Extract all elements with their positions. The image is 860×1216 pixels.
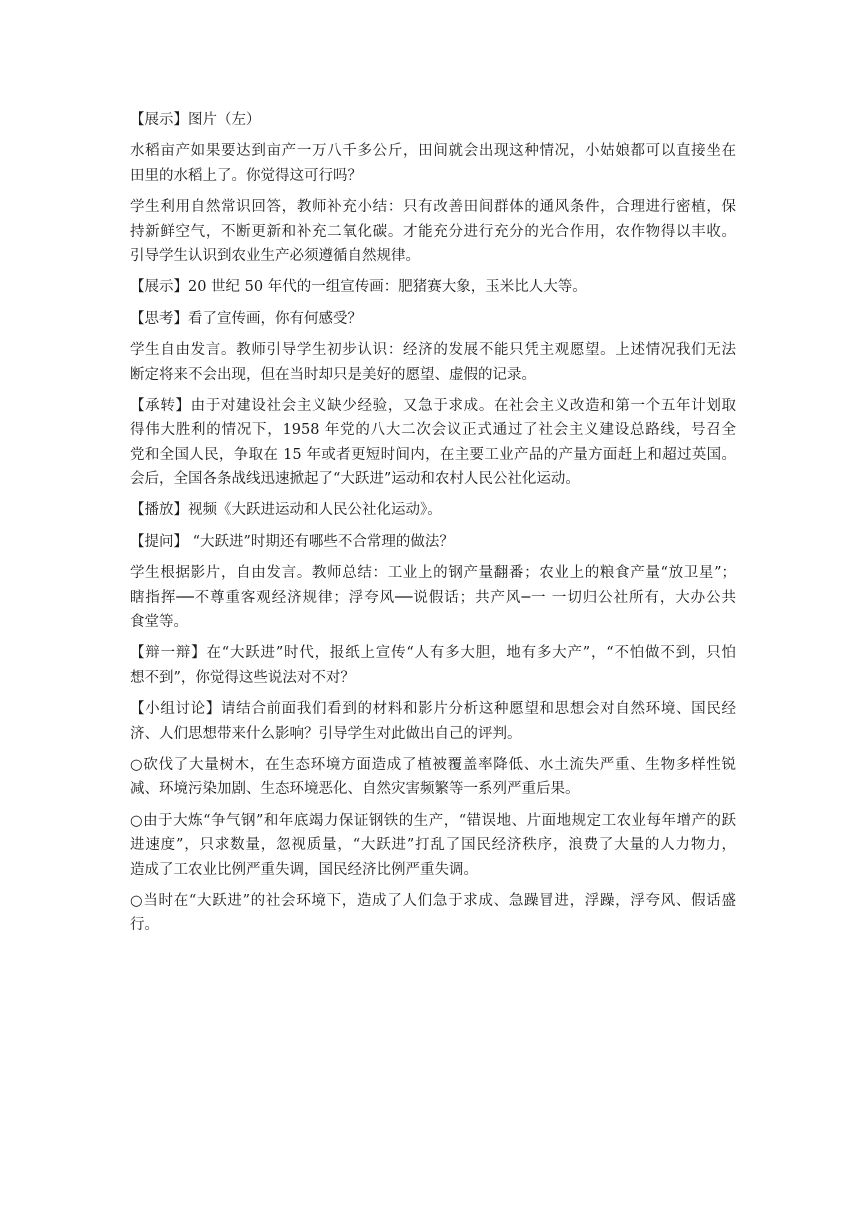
paragraph-line: 断定将来不会出现，但在当时却只是美好的愿望、虚假的记录。 <box>130 366 536 383</box>
paragraph-show-picture <box>130 108 736 132</box>
paragraph-line: 田里的水稻上了。你觉得这可行吗？ <box>130 167 362 184</box>
paragraph-rice-yield <box>130 139 736 188</box>
paragraph-line: 引导学生认识到农业生产必须遵循自然规律。 <box>130 247 420 264</box>
paragraph-line: 【小组讨论】请结合前面我们看到的材料和影片分析这种愿望和思想会对自然环境、国民经 <box>130 701 736 718</box>
paragraph-free-speech <box>130 338 736 387</box>
paragraph-teacher-summary <box>130 195 736 268</box>
paragraph-line: 会后，全国各条战线迅速掀起了“大跃进”运动和农村人民公社化运动。 <box>130 471 580 488</box>
paragraph-group-discussion <box>130 697 736 746</box>
paragraph-line: 水稻亩产如果要达到亩产一万八千多公斤，田间就会出现这种情况，小姑娘都可以直接坐在 <box>130 143 736 160</box>
paragraph-line: 造成了工农业比例严重失调，国民经济比例严重失调。 <box>130 861 478 878</box>
paragraph-line: 食堂等。 <box>130 614 188 631</box>
paragraph-line: 持新鲜空气，不断更新和补充二氧化碳。才能充分进行充分的光合作用，农作物得以丰收。 <box>130 223 736 240</box>
paragraph-line: 减、环境污染加剧、生态环境恶化、自然灾害频繁等一系列严重后果。 <box>130 781 580 798</box>
paragraph-line: ○由于大炼“争气钢”和年底竭力保证钢铁的生产，“错误地、片面地规定工农业每年增产的跃 <box>130 812 736 829</box>
bullet-item-ecology <box>130 753 736 802</box>
paragraph-line: 【承转】由于对建设社会主义缺少经验，又急于求成。在社会主义改造和第一个五年计划取 <box>130 397 736 414</box>
paragraph-think <box>130 307 736 331</box>
paragraph-line: ○砍伐了大量树木，在生态环境方面造成了植被覆盖率降低、水土流失严重、生物多样性锐 <box>130 756 736 773</box>
paragraph-line: 【辩一辩】在“大跃进”时代，报纸上宣传“人有多大胆，地有多大产”，“不怕做不到，只怕 <box>130 645 736 662</box>
paragraph-line: ○当时在“大跃进”的社会环境下，造成了人们急于求成、急躁冒进，浮躁，浮夸风、假话盛 <box>130 892 736 909</box>
paragraph-line: 瞎指挥──不尊重客观经济规律；浮夸风──说假话；共产风─一 一切归公社所有，大办公共 <box>130 589 736 606</box>
paragraph-teacher-conclusion <box>130 561 736 634</box>
paragraph-line: 【展示】图片（左） <box>130 112 261 128</box>
bullet-item-economy <box>130 809 736 882</box>
paragraph-line: 学生自由发言。教师引导学生初步认识：经济的发展不能只凭主观愿望。上述情况我们无法 <box>130 342 736 359</box>
paragraph-line: 行。 <box>130 917 159 934</box>
paragraph-line: 学生利用自然常识回答，教师补充小结：只有改善田间群体的通风条件，合理进行密植，保 <box>130 199 736 216</box>
paragraph-line: 得伟大胜利的情况下，1958 年党的八大二次会议正式通过了社会主义建设总路线，号召全 <box>130 422 736 439</box>
paragraph-line: 进速度”，只求数量，忽视质量，“大跃进”打乱了国民经济秩序，浪费了大量的人力物力， <box>130 837 736 854</box>
bullet-item-society <box>130 889 736 938</box>
paragraph-line: 学生根据影片，自由发言。教师总结：工业上的钢产量翻番；农业上的粮食产量“放卫星”； <box>130 565 736 582</box>
paragraph-line: 济、人们思想带来什么影响？引导学生对此做出自己的评判。 <box>130 725 522 742</box>
paragraph-line: 【提问】 “大跃进”时期还有哪些不合常理的做法？ <box>130 533 454 550</box>
paragraph-play-video <box>130 498 736 522</box>
paragraph-line: 【思考】看了宣传画，你有何感受？ <box>130 310 362 327</box>
paragraph-line: 想不到”，你觉得这些说法对不对？ <box>130 669 355 686</box>
paragraph-transition <box>130 394 736 492</box>
paragraph-show-posters <box>130 275 736 299</box>
paragraph-question <box>130 530 736 554</box>
paragraph-debate <box>130 641 736 690</box>
paragraph-line: 【播放】视频《大跃进运动和人民公社化运动》。 <box>130 502 442 519</box>
paragraph-line: 【展示】20 世纪 50 年代的一组宣传画：肥猪赛大象，玉米比人大等。 <box>130 279 587 296</box>
paragraph-line: 党和全国人民，争取在 15 年或者更短时间内，在主要工业产品的产量方面赶上和超过英国。 <box>130 446 736 463</box>
document-body <box>130 108 736 938</box>
